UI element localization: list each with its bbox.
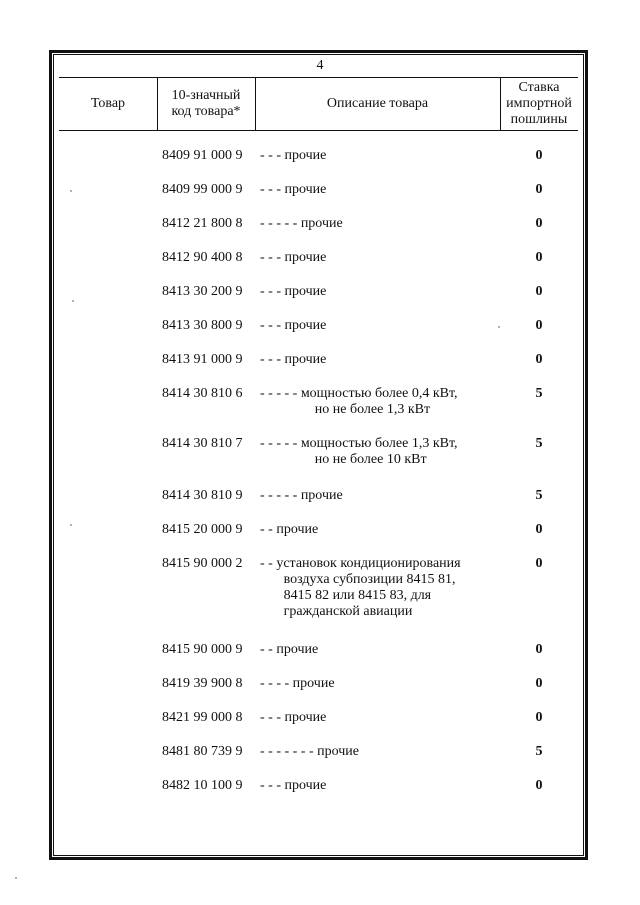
header-rate-line1: Ставка: [518, 80, 560, 95]
row-code: 8409 91 000 9: [162, 148, 243, 163]
row-description-line: установок кондиционирования: [276, 556, 461, 571]
row-description: [260, 352, 326, 368]
row-duty-rate: 0: [535, 216, 543, 231]
row-code: 8412 21 800 8: [162, 216, 243, 231]
row-dash-level: - -: [260, 522, 273, 537]
row-description-line: прочие: [276, 522, 319, 537]
row-description-line: прочие: [276, 642, 319, 657]
row-duty-rate: 0: [535, 318, 543, 333]
row-duty-rate: 0: [535, 710, 543, 725]
row-duty-rate: 0: [535, 642, 543, 657]
row-code: 8409 99 000 9: [162, 182, 243, 197]
header-item: Товар: [90, 96, 126, 111]
row-duty-rate: 0: [535, 778, 543, 793]
row-dash-level: - - - - -: [260, 386, 298, 401]
row-dash-level: - - - - - - -: [260, 744, 314, 759]
row-description-line: прочие: [300, 488, 343, 503]
row-code: 8413 30 800 9: [162, 318, 243, 333]
row-description-line: но не более 1,3 кВт: [314, 402, 431, 417]
row-code: 8419 39 900 8: [162, 676, 243, 691]
row-description: [260, 216, 343, 232]
row-description: [260, 386, 458, 418]
row-code: 8415 90 000 2: [162, 556, 243, 571]
row-description-line: мощностью более 1,3 кВт,: [300, 436, 458, 451]
row-description-line: прочие: [292, 676, 335, 691]
row-description: [260, 148, 326, 164]
row-duty-rate: 0: [535, 352, 543, 367]
row-code: 8415 90 000 9: [162, 642, 243, 657]
row-code: 8421 99 000 8: [162, 710, 243, 725]
row-dash-level: - - - -: [260, 676, 290, 691]
row-duty-rate: 0: [535, 522, 543, 537]
scan-speck: [70, 524, 72, 526]
row-code: 8412 90 400 8: [162, 250, 243, 265]
row-dash-level: - - -: [260, 148, 281, 163]
row-description-line: прочие: [284, 250, 327, 265]
row-dash-level: - - -: [260, 318, 281, 333]
row-description-line: прочие: [284, 148, 327, 163]
row-duty-rate: 5: [535, 488, 543, 503]
row-description: [260, 318, 326, 334]
row-description-line: прочие: [284, 284, 327, 299]
header-rate: [500, 80, 578, 128]
row-code: 8415 20 000 9: [162, 522, 243, 537]
header-code-line1: 10-значный: [171, 88, 241, 103]
scan-speck: [72, 300, 74, 302]
row-description-line: прочие: [284, 318, 327, 333]
row-description: [260, 676, 335, 692]
row-duty-rate: 0: [535, 148, 543, 163]
header-description: Описание товара: [326, 96, 429, 111]
header-bottom-rule: [59, 130, 578, 131]
row-description-line: прочие: [284, 778, 327, 793]
row-description: [260, 556, 461, 620]
row-dash-level: - - - - -: [260, 488, 298, 503]
row-duty-rate: 0: [535, 284, 543, 299]
row-description-line: прочие: [300, 216, 343, 231]
row-code: 8414 30 810 6: [162, 386, 243, 401]
row-duty-rate: 0: [535, 676, 543, 691]
row-duty-rate: 0: [535, 182, 543, 197]
row-description-line: прочие: [284, 710, 327, 725]
row-dash-level: - - -: [260, 352, 281, 367]
header-rate-line3: пошлины: [510, 112, 568, 127]
row-description: [260, 710, 326, 726]
row-description-line: гражданской авиации: [283, 604, 413, 619]
row-description-line: прочие: [284, 182, 327, 197]
row-description-line: но не более 10 кВт: [314, 452, 427, 467]
scan-speck: [70, 190, 72, 192]
row-dash-level: - - - - -: [260, 436, 298, 451]
header-code-line2: код товара*: [171, 104, 241, 119]
row-description: [260, 642, 318, 658]
row-code: 8413 30 200 9: [162, 284, 243, 299]
row-description-line: мощностью более 0,4 кВт,: [300, 386, 458, 401]
row-description-line: прочие: [284, 352, 327, 367]
row-description-line: 8415 82 или 8415 83, для: [283, 588, 432, 603]
row-duty-rate: 5: [535, 386, 543, 401]
scan-speck: [15, 877, 17, 879]
row-duty-rate: 0: [535, 250, 543, 265]
scan-speck: [498, 326, 500, 328]
header-code: [157, 88, 255, 120]
row-duty-rate: 0: [535, 556, 543, 571]
row-description: [260, 436, 458, 468]
row-description: [260, 778, 326, 794]
row-code: 8414 30 810 7: [162, 436, 243, 451]
row-description-line: воздуха субпозиции 8415 81,: [283, 572, 456, 587]
row-dash-level: - - -: [260, 284, 281, 299]
page-number: 4: [316, 58, 324, 73]
row-code: 8482 10 100 9: [162, 778, 243, 793]
row-dash-level: - - - - -: [260, 216, 298, 231]
row-description-line: прочие: [317, 744, 360, 759]
row-description: [260, 744, 359, 760]
row-code: 8413 91 000 9: [162, 352, 243, 367]
row-dash-level: - -: [260, 556, 273, 571]
row-duty-rate: 5: [535, 744, 543, 759]
row-code: 8414 30 810 9: [162, 488, 243, 503]
row-dash-level: - - -: [260, 182, 281, 197]
row-dash-level: - - -: [260, 710, 281, 725]
row-dash-level: - - -: [260, 778, 281, 793]
row-dash-level: - - -: [260, 250, 281, 265]
header-rate-line2: импортной: [506, 96, 572, 111]
row-description: [260, 488, 343, 504]
row-duty-rate: 5: [535, 436, 543, 451]
row-dash-level: - -: [260, 642, 273, 657]
row-description: [260, 284, 326, 300]
row-code: 8481 80 739 9: [162, 744, 243, 759]
row-description: [260, 522, 318, 538]
row-description: [260, 182, 326, 198]
row-description: [260, 250, 326, 266]
